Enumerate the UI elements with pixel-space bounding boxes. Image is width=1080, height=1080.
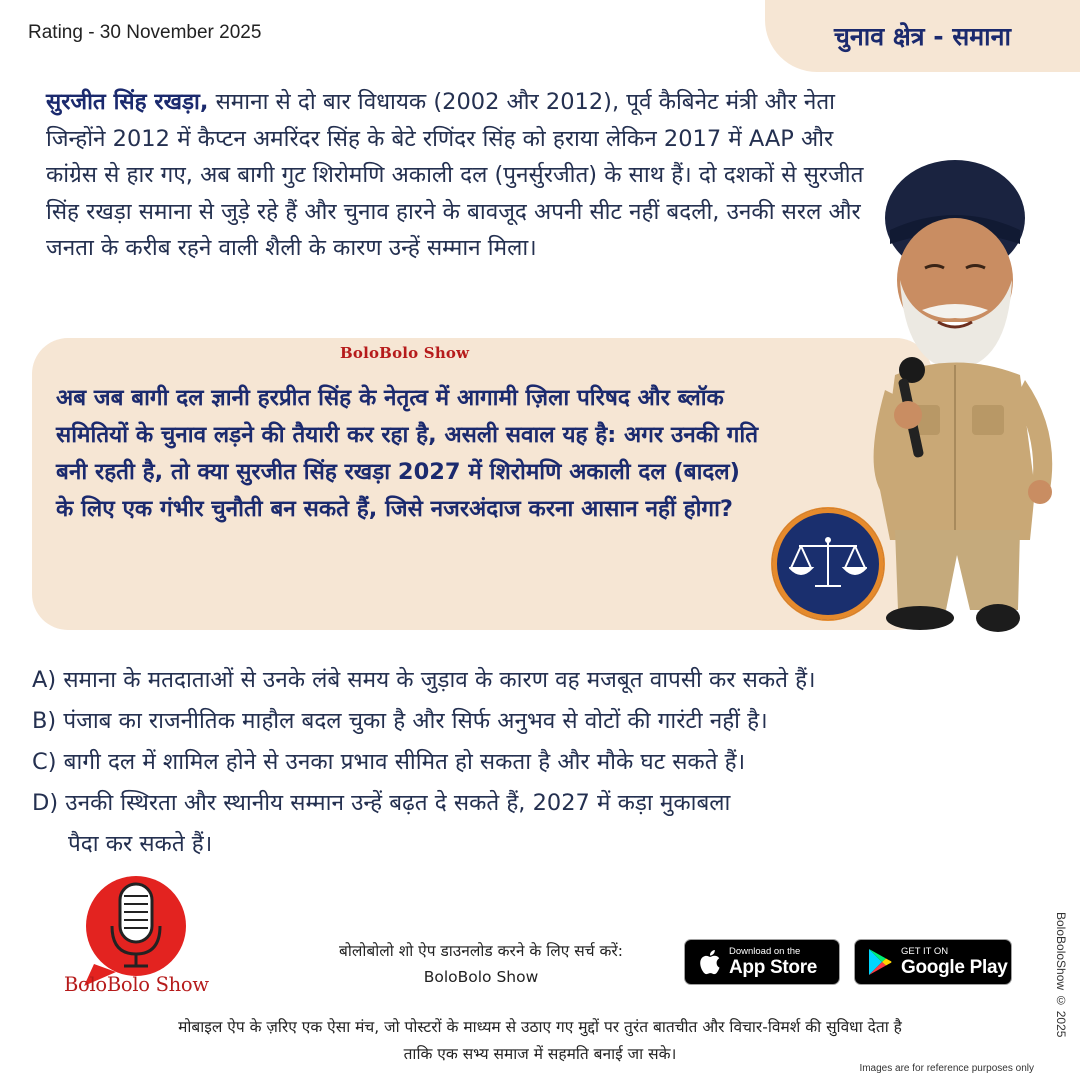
app-store-small-label: Download on the [729, 946, 801, 957]
scale-of-justice-icon [772, 508, 884, 620]
intro-text: समाना से दो बार विधायक (2002 और 2012), पूर्व कैबिनेट मंत्री और नेता जिन्होंने 2012 में कैप्टन अमरिंदर सिंह के बेटे रणिंदर सिंह को हराया लेकिन 2017 में AAP और कांग्रेस से हार गए, अब बागी गुट शिरोमणि अकाली दल (पुनर्सुरजीत) के साथ हैं। दो दशकों से सुरजीत सिंह रखड़ा समाना से जुड़े रहे हैं और चुनाव हारने के बावजूद अपनी सीट नहीं बदली, उनकी सरल और जनता के करीब रहने वाली शैली के कारण उन्हें सम्मान मिला। [46, 89, 864, 261]
footer-description [40, 1014, 1040, 1068]
option-d[interactable]: D) उनकी स्थिरता और स्थानीय सम्मान उन्हें बढ़त दे सकते हैं, 2027 में कड़ा मुकाबला [32, 790, 731, 816]
app-search-term: BoloBolo Show [423, 968, 539, 986]
google-play-small-label: GET IT ON [901, 946, 949, 957]
google-play-icon [867, 948, 893, 976]
footer-line-1: मोबाइल ऐप के ज़रिए एक ऐसा मंच, जो पोस्टरों के माध्यम से उठाए गए मुद्दों पर तुरंत बातचीत और विचार-विमर्श की सुविधा देता है [178, 1018, 902, 1036]
candidate-name: सुरजीत सिंह रखड़ा, [46, 89, 209, 115]
app-search-label [296, 938, 666, 990]
constituency-tab [765, 0, 1080, 72]
option-a[interactable]: A) समाना के मतदाताओं से उनके लंबे समय के जुड़ाव के कारण वह मजबूत वापसी कर सकते हैं। [32, 667, 816, 693]
rating-date: Rating - 30 November 2025 [28, 22, 262, 43]
constituency-label: चुनाव क्षेत्र - समाना [833, 22, 1011, 51]
answer-options [32, 660, 1072, 865]
intro-paragraph [46, 84, 876, 267]
app-search-instruction: बोलोबोलो शो ऐप डाउनलोड करने के लिए सर्च करें: [339, 942, 623, 960]
question-brand: BoloBolo Show [340, 344, 470, 362]
option-d-continuation[interactable]: पैदा कर सकते हैं। [68, 831, 213, 857]
copyright-vertical: BoloBoloShow © 2025 [1054, 912, 1068, 1038]
footer-line-2: ताकि एक सभ्य समाज में सहमति बनाई जा सके। [403, 1045, 677, 1063]
app-store-button[interactable] [684, 939, 840, 985]
apple-icon [697, 948, 721, 976]
app-store-big-label: App Store [729, 957, 818, 978]
option-c[interactable]: C) बागी दल में शामिल होने से उनका प्रभाव सीमित हो सकता है और मौके घट सकते हैं। [32, 749, 746, 775]
logo-brand-text: BoloBolo Show [64, 973, 209, 996]
person-illustration [860, 160, 1080, 640]
option-b[interactable]: B) पंजाब का राजनीतिक माहौल बदल चुका है और सिर्फ अनुभव से वोटों की गारंटी नहीं है। [32, 708, 768, 734]
google-play-big-label: Google Play [901, 957, 1008, 978]
scale-icon-graphic [789, 534, 867, 594]
google-play-button[interactable] [854, 939, 1012, 985]
question-text: अब जब बागी दल ज्ञानी हरप्रीत सिंह के नेतृत्व में आगामी ज़िला परिषद और ब्लॉक समितियों के चुनाव लड़ने की तैयारी कर रहा है, असली सवाल यह है: अगर उनकी गति बनी रहती है, तो क्या सुरजीत सिंह रखड़ा 2027 में शिरोमणि अकाली दल (बादल) के लिए एक गंभीर चुनौती बन सकते हैं, जिसे नजरअंदाज करना आसान नहीं होगा? [56, 385, 759, 522]
image-disclaimer: Images are for reference purposes only [859, 1063, 1034, 1074]
